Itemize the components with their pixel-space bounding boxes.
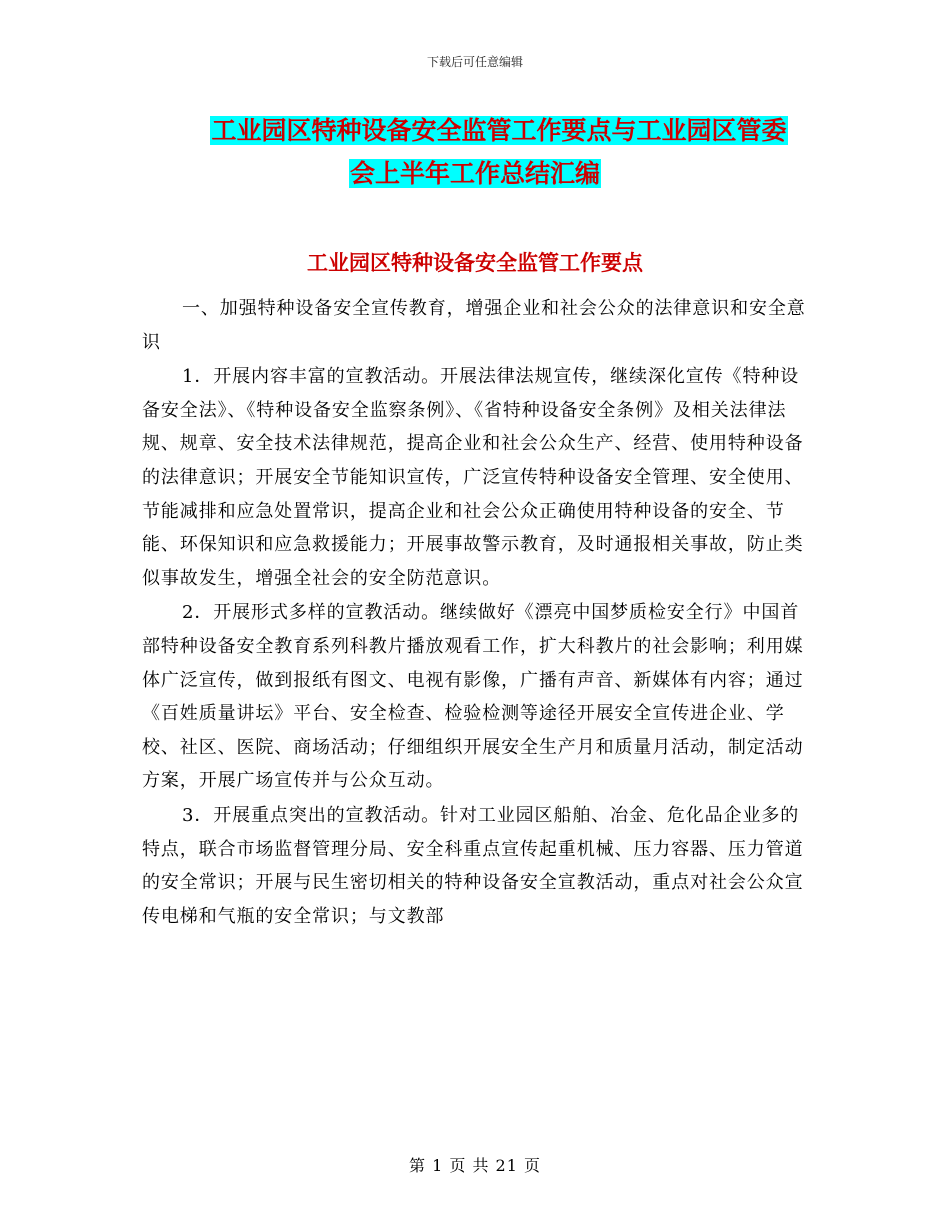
section-title: 工业园区特种设备安全监管工作要点 [307, 251, 643, 275]
document-title-line-1 [0, 113, 950, 149]
document-title-line-2 [0, 156, 950, 192]
page-number-footer: 第 1 页 共 21 页 [409, 1156, 541, 1175]
title-highlight-1: 工业园区特种设备安全监管工作要点与工业园区管委 [211, 116, 787, 145]
title-highlight-2: 会上半年工作总结汇编 [349, 159, 600, 188]
paragraph-item-2: 2．开展形式多样的宣教活动。继续做好《漂亮中国梦质检安全行》中国首部特种设备安全教育系列科教片播放观看工作，扩大科教片的社会影响；利用媒体广泛宣传，做到报纸有图文、电视有影像，广播有声音、新媒体有内容；通过《百姓质量讲坛》平台、安全检查、检验检测等途径开展安全宣传进企业、学校、社区、医院、商场活动；仔细组织开展安全生产月和质量月活动，制定活动方案，开展广场宣传并与公众互动。 [142, 602, 804, 792]
document-body [142, 292, 810, 933]
paragraph-heading-1: 一、加强特种设备安全宣传教育，增强企业和社会公众的法律意识和安全意识 [142, 298, 806, 353]
page-header-note: 下载后可任意编辑 [426, 55, 523, 69]
paragraph-item-1: 1．开展内容丰富的宣教活动。开展法律法规宣传，继续深化宣传《特种设备安全法》、《特种设备安全监察条例》、《省特种设备安全条例》及相关法律法规、规章、安全技术法律规范，提高企业和社会公众生产、经营、使用特种设备的法律意识；开展安全节能知识宣传，广泛宣传特种设备安全管理、安全使用、节能减排和应急处置常识，提高企业和社会公众正确使用特种设备的安全、节能、环保知识和应急救援能力；开展事故警示教育，及时通报相关事故，防止类似事故发生，增强全社会的安全防范意识。 [142, 366, 804, 589]
paragraph-item-3: 3．开展重点突出的宣教活动。针对工业园区船舶、冶金、危化品企业多的特点，联合市场监督管理分局、安全科重点宣传起重机械、压力容器、压力管道的安全常识；开展与民生密切相关的特种设备安全宣教活动，重点对社会公众宣传电梯和气瓶的安全常识；与文教部 [142, 804, 804, 927]
